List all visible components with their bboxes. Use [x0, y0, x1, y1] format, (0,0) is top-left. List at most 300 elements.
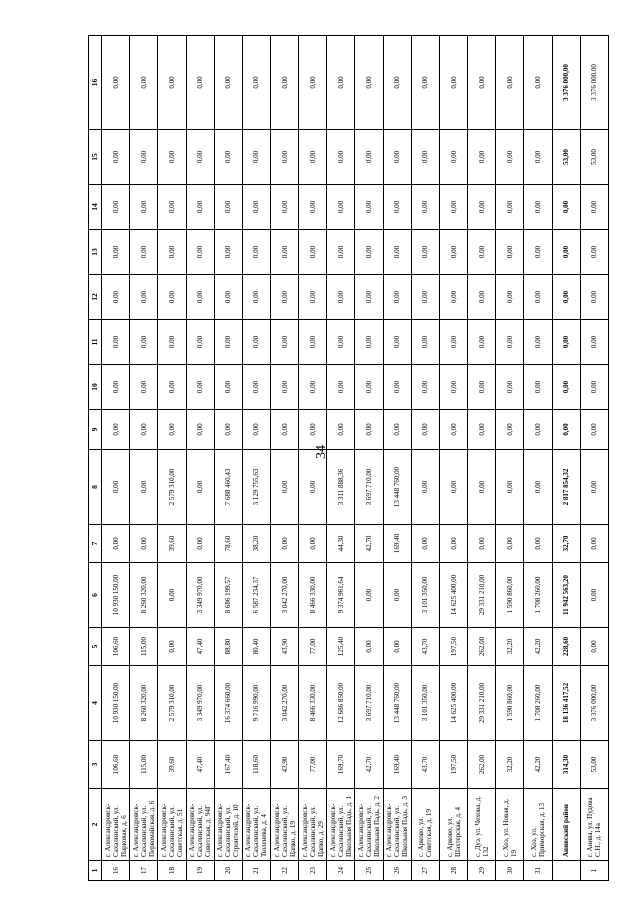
value-cell: 314,30: [552, 741, 580, 789]
value-cell: 0,00: [355, 563, 383, 628]
value-cell: 0,00: [130, 410, 158, 450]
row-number-cell: 17: [130, 861, 158, 881]
value-cell: 18 136 417,52: [552, 666, 580, 741]
value-cell: 0,00: [524, 320, 552, 365]
value-cell: 0,00: [355, 130, 383, 185]
table-row: [214, 36, 242, 881]
value-cell: 0,00: [327, 36, 355, 130]
value-cell: 47,40: [186, 628, 214, 666]
value-cell: 3 376 000,00: [552, 36, 580, 130]
value-cell: 0,00: [524, 230, 552, 275]
value-cell: 0,00: [580, 230, 608, 275]
value-cell: 197,50: [439, 628, 467, 666]
value-cell: 13 448 760,00: [383, 450, 411, 525]
table-row: [496, 36, 524, 881]
value-cell: 9 374 961,64: [327, 563, 355, 628]
value-cell: 0,00: [130, 450, 158, 525]
column-header: 14: [89, 185, 102, 230]
value-cell: 0,00: [468, 320, 496, 365]
value-cell: 0,00: [327, 130, 355, 185]
value-cell: 3 376 000,00: [580, 36, 608, 130]
address-cell: г. Александровск-Сахалинский, ул. Цапко, д. 29: [299, 789, 327, 861]
value-cell: 0,00: [271, 525, 299, 563]
value-cell: 0,00: [102, 525, 130, 563]
value-cell: 32,20: [496, 628, 524, 666]
value-cell: 0,00: [580, 365, 608, 410]
address-cell: с. Хоэ, ул. Приморская, д. 13: [524, 789, 552, 861]
value-cell: 0,00: [214, 185, 242, 230]
value-cell: 80,40: [242, 628, 270, 666]
value-cell: 0,00: [186, 365, 214, 410]
value-cell: 0,00: [242, 230, 270, 275]
value-cell: 0,00: [214, 320, 242, 365]
value-cell: 0,00: [327, 320, 355, 365]
value-cell: 0,00: [158, 130, 186, 185]
value-cell: 0,00: [439, 320, 467, 365]
value-cell: 0,00: [271, 410, 299, 450]
value-cell: 0,00: [158, 320, 186, 365]
value-cell: 0,00: [271, 130, 299, 185]
value-cell: 0,00: [468, 230, 496, 275]
table-row: [468, 36, 496, 881]
value-cell: 0,00: [468, 130, 496, 185]
address-cell: г. Анива, ул. Пудова С.Н., д. 14а: [580, 789, 608, 861]
value-cell: 2 579 310,00: [158, 450, 186, 525]
value-cell: 0,00: [242, 36, 270, 130]
value-cell: 0,00: [383, 563, 411, 628]
value-cell: 11 942 563,20: [552, 563, 580, 628]
value-cell: 0,00: [158, 410, 186, 450]
address-cell: г. Александровск-Сахалинский, ул. Советская, д. 94Г: [186, 789, 214, 861]
value-cell: 0,00: [439, 230, 467, 275]
row-number-cell: 27: [411, 861, 439, 881]
value-cell: 0,00: [327, 185, 355, 230]
data-table: [88, 35, 609, 881]
value-cell: 53,00: [552, 130, 580, 185]
value-cell: 0,00: [496, 130, 524, 185]
table-container: [88, 36, 609, 881]
value-cell: 78,60: [214, 525, 242, 563]
table-row: [383, 36, 411, 881]
value-cell: 2 579 310,00: [158, 666, 186, 741]
value-cell: 0,00: [214, 130, 242, 185]
value-cell: 0,00: [439, 36, 467, 130]
value-cell: 197,50: [439, 741, 467, 789]
column-header: 12: [89, 275, 102, 320]
value-cell: 0,00: [299, 185, 327, 230]
value-cell: 0,00: [299, 230, 327, 275]
value-cell: 2 817 854,32: [552, 450, 580, 525]
value-cell: 0,00: [102, 130, 130, 185]
row-number-cell: 20: [214, 861, 242, 881]
value-cell: 0,00: [130, 185, 158, 230]
value-cell: 0,00: [524, 185, 552, 230]
value-cell: 0,00: [355, 275, 383, 320]
row-number-cell: [552, 861, 580, 881]
table-row: [411, 36, 439, 881]
table-row: [299, 36, 327, 881]
value-cell: 167,40: [214, 741, 242, 789]
value-cell: 14 625 400,00: [439, 666, 467, 741]
value-cell: 0,00: [524, 275, 552, 320]
value-cell: 0,00: [271, 275, 299, 320]
address-cell: с. Дуэ, ул. Чехова, д. 132: [468, 789, 496, 861]
value-cell: 118,60: [242, 741, 270, 789]
value-cell: 0,00: [355, 185, 383, 230]
value-cell: 0,00: [102, 275, 130, 320]
value-cell: 0,00: [299, 450, 327, 525]
value-cell: 0,00: [496, 230, 524, 275]
value-cell: 47,40: [186, 741, 214, 789]
value-cell: 16 374 660,00: [214, 666, 242, 741]
row-number-cell: 28: [439, 861, 467, 881]
column-header: 2: [89, 789, 102, 861]
row-number-cell: 1: [580, 861, 608, 881]
value-cell: 106,60: [102, 741, 130, 789]
value-cell: 0,00: [214, 36, 242, 130]
value-cell: 262,00: [468, 628, 496, 666]
value-cell: 0,00: [580, 185, 608, 230]
value-cell: 39,60: [158, 525, 186, 563]
value-cell: 0,00: [439, 450, 467, 525]
value-cell: 0,00: [411, 450, 439, 525]
value-cell: 53,00: [580, 741, 608, 789]
value-cell: 0,00: [383, 185, 411, 230]
value-cell: 169,40: [383, 741, 411, 789]
value-cell: 0,00: [411, 230, 439, 275]
value-cell: 1 708 260,00: [524, 563, 552, 628]
value-cell: 0,00: [383, 410, 411, 450]
value-cell: 0,00: [130, 320, 158, 365]
value-cell: 0,00: [102, 450, 130, 525]
column-header: 13: [89, 230, 102, 275]
value-cell: 0,00: [355, 320, 383, 365]
column-header: 11: [89, 320, 102, 365]
value-cell: 0,00: [130, 36, 158, 130]
value-cell: 0,00: [552, 410, 580, 450]
table-row: [271, 36, 299, 881]
value-cell: 0,00: [524, 365, 552, 410]
value-cell: 43,90: [271, 741, 299, 789]
value-cell: 0,00: [299, 36, 327, 130]
table-row: [580, 36, 608, 881]
value-cell: 3 101 350,00: [411, 563, 439, 628]
column-header: 5: [89, 628, 102, 666]
table-row: [158, 36, 186, 881]
value-cell: 8 260 320,00: [130, 666, 158, 741]
value-cell: 0,00: [102, 320, 130, 365]
value-cell: 0,00: [411, 410, 439, 450]
row-number-cell: 24: [327, 861, 355, 881]
value-cell: 0,00: [299, 130, 327, 185]
value-cell: 39,60: [158, 741, 186, 789]
value-cell: 0,00: [158, 563, 186, 628]
value-cell: 0,00: [496, 185, 524, 230]
value-cell: 0,00: [580, 525, 608, 563]
value-cell: 0,00: [158, 365, 186, 410]
value-cell: 77,00: [299, 741, 327, 789]
value-cell: 0,00: [496, 275, 524, 320]
value-cell: 0,00: [468, 365, 496, 410]
value-cell: 3 697 710,00: [355, 450, 383, 525]
value-cell: 0,00: [271, 320, 299, 365]
row-number-cell: 26: [383, 861, 411, 881]
value-cell: 169,40: [383, 525, 411, 563]
value-cell: 0,00: [299, 410, 327, 450]
table-row: [524, 36, 552, 881]
value-cell: 0,00: [383, 36, 411, 130]
value-cell: 0,00: [524, 36, 552, 130]
value-cell: 0,00: [186, 36, 214, 130]
value-cell: 6 587 234,37: [242, 563, 270, 628]
table-row: [327, 36, 355, 881]
value-cell: 115,00: [130, 628, 158, 666]
value-cell: 0,00: [130, 525, 158, 563]
value-cell: 0,00: [439, 130, 467, 185]
row-number-cell: 18: [158, 861, 186, 881]
address-cell: г. Александровск-Сахалинский, ул. Школьная Падь, д. 1: [327, 789, 355, 861]
table-row: [130, 36, 158, 881]
address-cell: г. Александровск-Сахалинский, ул. Первомайская, д. 6: [130, 789, 158, 861]
value-cell: 10 930 150,00: [102, 563, 130, 628]
value-cell: 0,00: [242, 320, 270, 365]
value-cell: 32,70: [552, 525, 580, 563]
value-cell: 228,60: [552, 628, 580, 666]
value-cell: 0,00: [102, 410, 130, 450]
value-cell: 0,00: [383, 628, 411, 666]
value-cell: 0,00: [299, 365, 327, 410]
value-cell: 43,70: [411, 741, 439, 789]
value-cell: 3 129 755,63: [242, 450, 270, 525]
row-number-cell: 19: [186, 861, 214, 881]
value-cell: 0,00: [327, 230, 355, 275]
value-cell: 0,00: [411, 185, 439, 230]
value-cell: 0,00: [271, 365, 299, 410]
value-cell: 0,00: [355, 230, 383, 275]
row-number-cell: 21: [242, 861, 270, 881]
table-row: [242, 36, 270, 881]
value-cell: 0,00: [242, 130, 270, 185]
value-cell: 125,40: [327, 628, 355, 666]
value-cell: 106,60: [102, 628, 130, 666]
address-cell: г. Александровск-Сахалинский, ул. Школьная Падь, д. 2: [355, 789, 383, 861]
column-header: 6: [89, 563, 102, 628]
value-cell: 0,00: [186, 275, 214, 320]
value-cell: 0,00: [580, 275, 608, 320]
value-cell: 0,00: [102, 185, 130, 230]
value-cell: 0,00: [242, 365, 270, 410]
value-cell: 44,30: [327, 525, 355, 563]
value-cell: 0,00: [158, 230, 186, 275]
value-cell: 0,00: [327, 410, 355, 450]
value-cell: 0,00: [552, 230, 580, 275]
value-cell: 14 625 400,00: [439, 563, 467, 628]
value-cell: 32,20: [496, 741, 524, 789]
value-cell: 0,00: [158, 185, 186, 230]
value-cell: 42,20: [524, 628, 552, 666]
value-cell: 0,00: [186, 230, 214, 275]
value-cell: 0,00: [383, 320, 411, 365]
value-cell: 10 930 150,00: [102, 666, 130, 741]
address-cell: г. Александровск-Сахалинский, ул. Парковая, д. 6: [102, 789, 130, 861]
value-cell: 0,00: [186, 185, 214, 230]
value-cell: 42,70: [355, 525, 383, 563]
value-cell: 42,20: [524, 741, 552, 789]
value-cell: 3 697 710,00: [355, 666, 383, 741]
table-row: [186, 36, 214, 881]
column-header: 3: [89, 741, 102, 789]
value-cell: 0,00: [468, 275, 496, 320]
value-cell: 0,00: [439, 525, 467, 563]
column-header: 10: [89, 365, 102, 410]
value-cell: 0,00: [524, 525, 552, 563]
table-row: [102, 36, 130, 881]
address-cell: г. Александровск-Сахалинский, ул. Цапко, д. 19: [271, 789, 299, 861]
address-cell: с. Арково, ул. Шахтерская, д. 4: [439, 789, 467, 861]
row-number-cell: 31: [524, 861, 552, 881]
value-cell: 169,70: [327, 741, 355, 789]
value-cell: 3 101 350,00: [411, 666, 439, 741]
value-cell: 0,00: [524, 410, 552, 450]
value-cell: 0,00: [327, 365, 355, 410]
value-cell: 0,00: [271, 185, 299, 230]
value-cell: 0,00: [552, 185, 580, 230]
value-cell: 0,00: [580, 628, 608, 666]
value-cell: 0,00: [552, 320, 580, 365]
value-cell: 0,00: [411, 525, 439, 563]
value-cell: 3 311 888,36: [327, 450, 355, 525]
address-cell: Анивский район: [552, 789, 580, 861]
value-cell: 0,00: [214, 230, 242, 275]
value-cell: 0,00: [186, 410, 214, 450]
value-cell: 0,00: [580, 450, 608, 525]
value-cell: 0,00: [327, 275, 355, 320]
row-number-cell: 30: [496, 861, 524, 881]
value-cell: 0,00: [439, 365, 467, 410]
value-cell: 1 590 860,00: [496, 563, 524, 628]
value-cell: 115,00: [130, 741, 158, 789]
value-cell: 262,00: [468, 741, 496, 789]
value-cell: 29 331 210,00: [468, 666, 496, 741]
value-cell: 0,00: [496, 410, 524, 450]
value-cell: 0,00: [130, 130, 158, 185]
column-header: 4: [89, 666, 102, 741]
value-cell: 0,00: [496, 525, 524, 563]
value-cell: 0,00: [524, 130, 552, 185]
value-cell: 0,00: [130, 365, 158, 410]
value-cell: 0,00: [186, 320, 214, 365]
value-cell: 0,00: [411, 365, 439, 410]
value-cell: 0,00: [299, 525, 327, 563]
value-cell: 1 708 260,00: [524, 666, 552, 741]
value-cell: 0,00: [271, 450, 299, 525]
value-cell: 0,00: [214, 410, 242, 450]
value-cell: 42,70: [355, 741, 383, 789]
value-cell: 0,00: [468, 185, 496, 230]
value-cell: 0,00: [214, 365, 242, 410]
value-cell: 0,00: [439, 410, 467, 450]
value-cell: 0,00: [158, 36, 186, 130]
value-cell: 3 376 000,00: [580, 666, 608, 741]
value-cell: 0,00: [383, 230, 411, 275]
address-cell: г. Александровск-Сахалинский, ул. Школьная Падь, д. 3: [383, 789, 411, 861]
value-cell: 3 042 270,00: [271, 666, 299, 741]
value-cell: 0,00: [496, 320, 524, 365]
header-row: [89, 36, 102, 881]
value-cell: 0,00: [299, 275, 327, 320]
table-row: [355, 36, 383, 881]
value-cell: 3 349 970,00: [186, 563, 214, 628]
row-number-cell: 29: [468, 861, 496, 881]
address-cell: г. Александровск-Сахалинский, ул. Тюленева, д. 4: [242, 789, 270, 861]
value-cell: 0,00: [580, 410, 608, 450]
column-header: 7: [89, 525, 102, 563]
column-header: 1: [89, 861, 102, 881]
value-cell: 38,20: [242, 525, 270, 563]
value-cell: 1 590 860,00: [496, 666, 524, 741]
row-number-cell: 22: [271, 861, 299, 881]
value-cell: 0,00: [271, 230, 299, 275]
value-cell: 0,00: [468, 410, 496, 450]
value-cell: 7 688 460,43: [214, 450, 242, 525]
value-cell: 0,00: [299, 320, 327, 365]
value-cell: 0,00: [496, 365, 524, 410]
value-cell: 0,00: [130, 230, 158, 275]
value-cell: 0,00: [242, 185, 270, 230]
value-cell: 0,00: [411, 36, 439, 130]
value-cell: 0,00: [130, 275, 158, 320]
value-cell: 0,00: [186, 525, 214, 563]
value-cell: 0,00: [355, 628, 383, 666]
value-cell: 53,00: [580, 130, 608, 185]
value-cell: 0,00: [552, 275, 580, 320]
value-cell: 0,00: [496, 36, 524, 130]
value-cell: 0,00: [383, 275, 411, 320]
value-cell: 9 716 990,00: [242, 666, 270, 741]
row-number-cell: 16: [102, 861, 130, 881]
value-cell: 12 686 850,00: [327, 666, 355, 741]
value-cell: 0,00: [468, 450, 496, 525]
value-cell: 0,00: [355, 365, 383, 410]
value-cell: 8 466 330,00: [299, 563, 327, 628]
value-cell: 0,00: [102, 230, 130, 275]
value-cell: 0,00: [552, 365, 580, 410]
column-header: 16: [89, 36, 102, 130]
value-cell: 0,00: [355, 410, 383, 450]
value-cell: 0,00: [214, 275, 242, 320]
value-cell: 3 349 970,00: [186, 666, 214, 741]
value-cell: 0,00: [580, 320, 608, 365]
value-cell: 0,00: [186, 450, 214, 525]
subtotal-row: [552, 36, 580, 881]
column-header: 15: [89, 130, 102, 185]
value-cell: 0,00: [468, 36, 496, 130]
value-cell: 29 331 210,00: [468, 563, 496, 628]
value-cell: 0,00: [271, 36, 299, 130]
value-cell: 0,00: [468, 525, 496, 563]
value-cell: 0,00: [383, 365, 411, 410]
value-cell: 0,00: [439, 185, 467, 230]
value-cell: 43,90: [271, 628, 299, 666]
page-number: 34: [314, 445, 329, 459]
address-cell: с. Хоэ, ул. Новая, д. 19: [496, 789, 524, 861]
address-cell: с. Арково, ул. Советская, д. 19: [411, 789, 439, 861]
value-cell: 88,80: [214, 628, 242, 666]
column-header: 9: [89, 410, 102, 450]
value-cell: 0,00: [439, 275, 467, 320]
row-number-cell: 25: [355, 861, 383, 881]
value-cell: 0,00: [411, 130, 439, 185]
